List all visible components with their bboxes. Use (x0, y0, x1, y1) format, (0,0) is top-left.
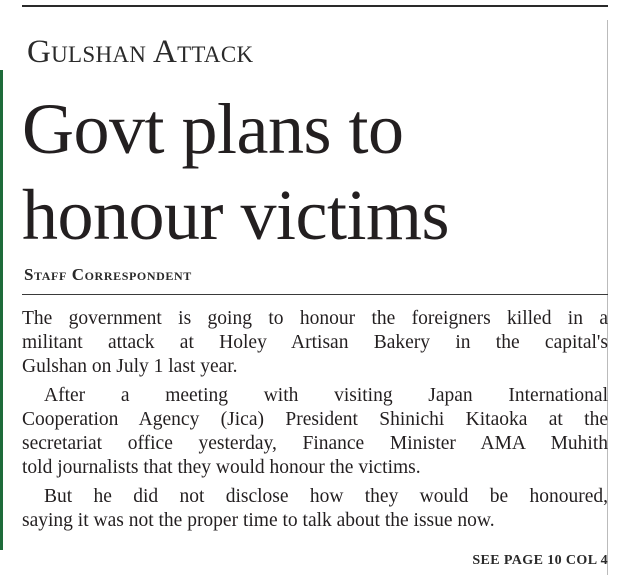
article-body (22, 307, 608, 538)
green-margin-bar (0, 70, 3, 550)
text-line: Cooperation Agency (Jica) President Shinichi Kitaoka at the (22, 409, 608, 430)
text-line: militant attack at Holey Artisan Bakery in the capital's (22, 332, 608, 353)
text-line: secretariat office yesterday, Finance Minister AMA Muhith (22, 433, 608, 454)
text-line: But he did not disclose how they would be honoured, (44, 486, 608, 507)
paragraph-1 (22, 307, 608, 379)
headline-line-1: Govt plans to (22, 89, 404, 169)
headline (22, 86, 612, 258)
continuation-link[interactable]: SEE PAGE 10 COL 4 (472, 553, 608, 568)
text-line: saying it was not the proper time to talk about the issue now. (22, 510, 495, 531)
paragraph-3 (22, 485, 608, 533)
headline-line-2: honour victims (22, 175, 449, 255)
top-rule (22, 5, 608, 7)
paragraph-2 (22, 384, 608, 480)
byline: Staff Correspondent (24, 265, 192, 284)
kicker: Gulshan Attack (27, 34, 254, 70)
text-line: Gulshan on July 1 last year. (22, 356, 238, 377)
text-line: After a meeting with visiting Japan International (44, 385, 608, 406)
text-line: The government is going to honour the foreigners killed in a (22, 308, 608, 329)
byline-rule (22, 294, 608, 295)
text-line: told journalists that they would honour the victims. (22, 457, 421, 478)
